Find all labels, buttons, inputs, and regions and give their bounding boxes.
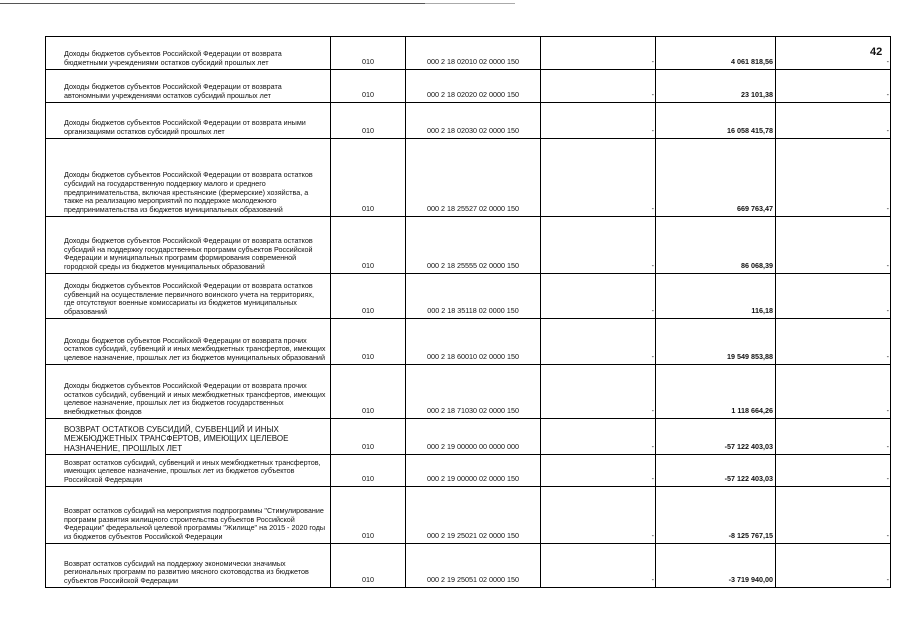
row-approved-value: -: [541, 139, 656, 217]
row-description: Доходы бюджетов субъектов Российской Федерации от возврата автономными учреждениями остатков субсидий прошлых лет: [46, 70, 331, 103]
row-line-code: 010: [331, 319, 406, 365]
row-unexecuted-value: -: [776, 544, 891, 588]
row-budget-code: 000 2 19 25051 02 0000 150: [406, 544, 541, 588]
row-budget-code: 000 2 18 71030 02 0000 150: [406, 365, 541, 419]
row-description: Доходы бюджетов субъектов Российской Федерации от возврата остатков субсидий на государственную поддержку малого и среднего предпринимательства, включая крестьянские (фермерские) хозяйства, а также на реализацию мероприятий по поддержке молодежного предпринимательства из бюджетов муниципальных образований: [46, 139, 331, 217]
row-approved-value: -: [541, 544, 656, 588]
row-unexecuted-value: -: [776, 455, 891, 487]
row-unexecuted-value: -: [776, 419, 891, 455]
row-unexecuted-value: -: [776, 70, 891, 103]
table-row: [46, 274, 891, 319]
row-budget-code: 000 2 18 35118 02 0000 150: [406, 274, 541, 319]
table-row: [46, 139, 891, 217]
row-line-code: 010: [331, 365, 406, 419]
row-description: Доходы бюджетов субъектов Российской Федерации от возврата прочих остатков субсидий, субвенций и иных межбюджетных трансфертов, имеющих целевое назначение, прошлых лет из бюджетов государственных внебюджетных фондов: [46, 365, 331, 419]
row-unexecuted-value: -: [776, 103, 891, 139]
row-budget-code: 000 2 18 25555 02 0000 150: [406, 217, 541, 274]
row-approved-value: -: [541, 37, 656, 70]
row-approved-value: -: [541, 365, 656, 419]
row-budget-code: 000 2 18 02020 02 0000 150: [406, 70, 541, 103]
table-row: [46, 103, 891, 139]
scan-edge-line-faint: [425, 3, 515, 4]
table-row: [46, 419, 891, 455]
row-budget-code: 000 2 18 02010 02 0000 150: [406, 37, 541, 70]
table-row: [46, 455, 891, 487]
row-approved-value: -: [541, 487, 656, 544]
row-executed-amount: 4 061 818,56: [656, 37, 776, 70]
row-approved-value: -: [541, 103, 656, 139]
row-approved-value: -: [541, 319, 656, 365]
row-description: Доходы бюджетов субъектов Российской Федерации от возврата бюджетными учреждениями остатков субсидий прошлых лет: [46, 37, 331, 70]
table-row: [46, 365, 891, 419]
row-line-code: 010: [331, 37, 406, 70]
revenue-table-body: [46, 37, 891, 588]
row-executed-amount: 86 068,39: [656, 217, 776, 274]
row-description: Доходы бюджетов субъектов Российской Федерации от возврата остатков субвенций на осуществление первичного воинского учета на территориях, где отсутствуют военные комиссариаты из бюджетов муниципальных образований: [46, 274, 331, 319]
table-row: [46, 544, 891, 588]
row-line-code: 010: [331, 455, 406, 487]
row-line-code: 010: [331, 70, 406, 103]
row-executed-amount: 116,18: [656, 274, 776, 319]
row-approved-value: -: [541, 274, 656, 319]
row-unexecuted-value: -: [776, 487, 891, 544]
scan-edge-line: [0, 3, 425, 4]
table-row: [46, 319, 891, 365]
row-approved-value: -: [541, 70, 656, 103]
row-unexecuted-value: -: [776, 319, 891, 365]
row-budget-code: 000 2 19 00000 02 0000 150: [406, 455, 541, 487]
table-row: [46, 487, 891, 544]
row-description: Доходы бюджетов субъектов Российской Федерации от возврата иными организациями остатков субсидий прошлых лет: [46, 103, 331, 139]
row-approved-value: -: [541, 419, 656, 455]
row-unexecuted-value: -: [776, 37, 891, 70]
row-executed-amount: -3 719 940,00: [656, 544, 776, 588]
row-description: ВОЗВРАТ ОСТАТКОВ СУБСИДИЙ, СУБВЕНЦИЙ И ИНЫХ МЕЖБЮДЖЕТНЫХ ТРАНСФЕРТОВ, ИМЕЮЩИХ ЦЕЛЕВОЕ НАЗНАЧЕНИЕ, ПРОШЛЫХ ЛЕТ: [46, 419, 331, 455]
row-description: Возврат остатков субсидий, субвенций и иных межбюджетных трансфертов, имеющих целевое назначение, прошлых лет из бюджетов субъектов Российской Федерации: [46, 455, 331, 487]
row-executed-amount: 23 101,38: [656, 70, 776, 103]
row-description: Возврат остатков субсидий на поддержку экономически значимых региональных программ по развитию мясного скотоводства из бюджетов субъектов Российской Федерации: [46, 544, 331, 588]
table-row: [46, 37, 891, 70]
row-line-code: 010: [331, 274, 406, 319]
row-executed-amount: -57 122 403,03: [656, 419, 776, 455]
row-budget-code: 000 2 18 60010 02 0000 150: [406, 319, 541, 365]
row-unexecuted-value: -: [776, 365, 891, 419]
row-budget-code: 000 2 18 25527 02 0000 150: [406, 139, 541, 217]
row-budget-code: 000 2 18 02030 02 0000 150: [406, 103, 541, 139]
row-line-code: 010: [331, 419, 406, 455]
row-budget-code: 000 2 19 00000 00 0000 000: [406, 419, 541, 455]
row-line-code: 010: [331, 487, 406, 544]
row-budget-code: 000 2 19 25021 02 0000 150: [406, 487, 541, 544]
row-executed-amount: 19 549 853,88: [656, 319, 776, 365]
row-line-code: 010: [331, 217, 406, 274]
row-approved-value: -: [541, 217, 656, 274]
revenue-table: [45, 36, 891, 588]
table-row: [46, 217, 891, 274]
row-executed-amount: -57 122 403,03: [656, 455, 776, 487]
row-unexecuted-value: -: [776, 274, 891, 319]
table-row: [46, 70, 891, 103]
row-description: Доходы бюджетов субъектов Российской Федерации от возврата остатков субсидий на поддержку государственных программ субъектов Российской Федерации и муниципальных программ формирования современной городской среды из бюджетов муниципальных образований: [46, 217, 331, 274]
row-description: Доходы бюджетов субъектов Российской Федерации от возврата прочих остатков субсидий, субвенций и иных межбюджетных трансфертов, имеющих целевое назначение, прошлых лет из бюджетов муниципальных образований: [46, 319, 331, 365]
row-line-code: 010: [331, 139, 406, 217]
page-number: 42: [870, 46, 883, 58]
row-executed-amount: 1 118 664,26: [656, 365, 776, 419]
row-description: Возврат остатков субсидий на мероприятия подпрограммы "Стимулирование программ развития жилищного строительства субъектов Российской Федерации" федеральной целевой программы "Жилище" на 2015 - 2020 годы из бюджетов субъектов Российской Федерации: [46, 487, 331, 544]
row-line-code: 010: [331, 544, 406, 588]
row-executed-amount: 669 763,47: [656, 139, 776, 217]
row-executed-amount: -8 125 767,15: [656, 487, 776, 544]
row-executed-amount: 16 058 415,78: [656, 103, 776, 139]
row-line-code: 010: [331, 103, 406, 139]
row-approved-value: -: [541, 455, 656, 487]
row-unexecuted-value: -: [776, 217, 891, 274]
row-unexecuted-value: -: [776, 139, 891, 217]
